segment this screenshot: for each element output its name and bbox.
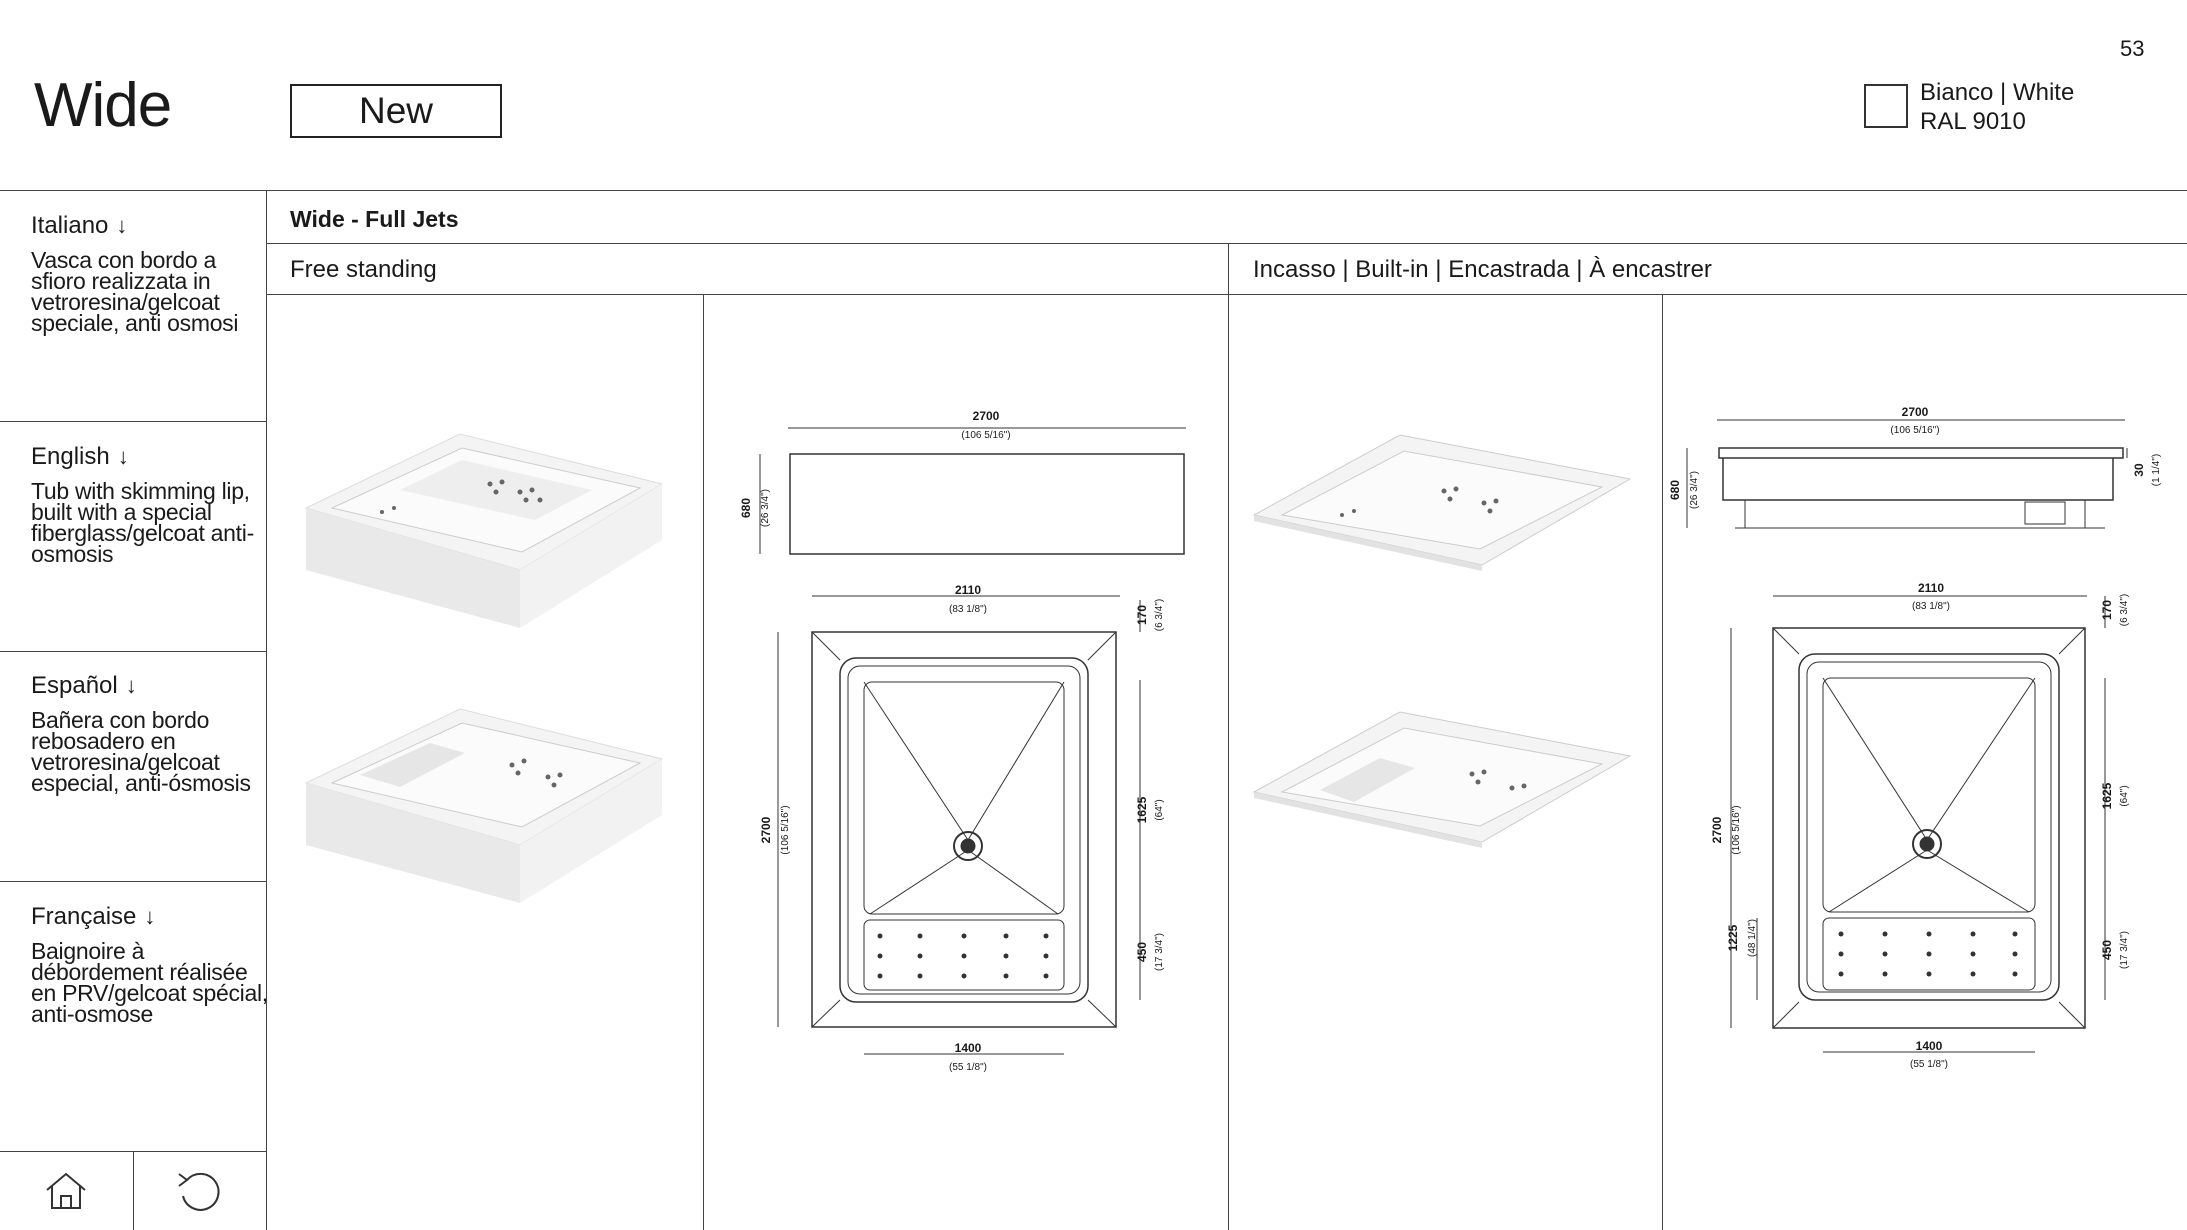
home-button[interactable] bbox=[0, 1152, 132, 1230]
home-icon bbox=[43, 1170, 89, 1212]
dim-label: (106 5/16") bbox=[780, 805, 791, 855]
dim-label: 680 bbox=[739, 497, 753, 519]
builtin-drawing bbox=[1665, 400, 2162, 1080]
freestanding-render-top bbox=[290, 420, 680, 630]
lang-description: Tub with skimming lip, built with a special fiberglass/gelcoat anti-osmosis bbox=[31, 478, 254, 567]
dim-label: (64") bbox=[2119, 785, 2130, 807]
color-code: RAL 9010 bbox=[1920, 108, 2026, 135]
dim-label: 1225 bbox=[1726, 924, 1740, 952]
header-divider bbox=[0, 190, 2187, 191]
color-label bbox=[1920, 78, 2074, 136]
dim-label: (106 5/16") bbox=[1890, 425, 1940, 436]
lang-description: Bañera con bordo rebosadero en vetroresina/gelcoat especial, anti-ósmosis bbox=[31, 707, 251, 796]
dim-label: 170 bbox=[1135, 604, 1149, 626]
dim-label: (26 3/4") bbox=[1689, 470, 1700, 510]
dim-label: 2700 bbox=[1901, 405, 1929, 419]
page-title: Wide bbox=[34, 71, 172, 140]
new-badge: New bbox=[290, 84, 502, 138]
lang-block-english bbox=[31, 443, 269, 565]
dim-label: (106 5/16") bbox=[1731, 805, 1742, 855]
dim-label: 2700 bbox=[972, 409, 1000, 423]
arrow-down-icon: ↓ bbox=[125, 673, 137, 698]
dim-label: 2110 bbox=[954, 583, 982, 597]
lang-block-espanol bbox=[31, 672, 269, 794]
arrow-down-icon: ↓ bbox=[116, 213, 128, 238]
back-button[interactable] bbox=[134, 1152, 266, 1230]
dim-label: (48 1/4") bbox=[1747, 918, 1758, 958]
column-divider bbox=[1662, 294, 1663, 1230]
color-name: Bianco | White bbox=[1920, 79, 2075, 106]
dim-label: (17 3/4") bbox=[2119, 930, 2130, 970]
lang-divider bbox=[0, 881, 266, 882]
color-swatch[interactable] bbox=[1864, 84, 1908, 128]
builtin-render-top bbox=[1250, 435, 1640, 585]
dim-label: (64") bbox=[1154, 799, 1165, 821]
lang-description: Vasca con bordo a sfioro realizzata in vetroresina/gelcoat speciale, anti osmosi bbox=[31, 247, 239, 336]
dim-label: 2700 bbox=[759, 816, 773, 844]
lang-block-italiano bbox=[31, 212, 269, 334]
dim-label: (1 1/4") bbox=[2151, 453, 2162, 487]
dim-label: 450 bbox=[1135, 941, 1149, 963]
dim-label: 30 bbox=[2132, 463, 2146, 477]
builtin-render-bottom bbox=[1250, 712, 1640, 862]
lang-block-francaise bbox=[31, 903, 269, 1025]
dim-label: (83 1/8") bbox=[948, 604, 988, 615]
column-divider bbox=[703, 294, 704, 1230]
arrow-down-icon: ↓ bbox=[144, 904, 156, 929]
column-divider bbox=[1228, 243, 1229, 1230]
dim-label: (17 3/4") bbox=[1154, 932, 1165, 972]
arrow-down-icon: ↓ bbox=[117, 444, 129, 469]
dim-label: (83 1/8") bbox=[1911, 601, 1951, 612]
dim-label: (55 1/8") bbox=[948, 1062, 988, 1073]
dim-label: 2700 bbox=[1710, 816, 1724, 844]
dim-label: 1400 bbox=[954, 1041, 982, 1055]
dim-label: (6 3/4") bbox=[2119, 593, 2130, 627]
dim-label: 2110 bbox=[1917, 581, 1945, 595]
lang-toggle-english[interactable]: English ↓ bbox=[31, 443, 129, 470]
column-label-freestanding: Free standing bbox=[290, 256, 437, 283]
column-label-builtin: Incasso | Built-in | Encastrada | À encastrer bbox=[1253, 256, 1712, 283]
dim-label: (55 1/8") bbox=[1909, 1059, 1949, 1070]
freestanding-drawing bbox=[740, 400, 1200, 1080]
page-number: 53 bbox=[2120, 36, 2145, 61]
section-divider bbox=[266, 243, 2187, 244]
lang-toggle-espanol[interactable]: Español ↓ bbox=[31, 672, 137, 699]
subheader-divider bbox=[266, 294, 2187, 295]
lang-toggle-italiano[interactable]: Italiano ↓ bbox=[31, 212, 128, 239]
freestanding-render-bottom bbox=[290, 695, 680, 905]
lang-description: Baignoire à débordement réalisée en PRV/gelcoat spécial, anti-osmose bbox=[31, 938, 268, 1027]
dim-label: 680 bbox=[1668, 479, 1682, 501]
dim-label: 1400 bbox=[1915, 1039, 1943, 1053]
section-title: Wide - Full Jets bbox=[290, 206, 459, 232]
dim-label: (106 5/16") bbox=[961, 430, 1011, 441]
lang-divider bbox=[0, 421, 266, 422]
dim-label: 450 bbox=[2100, 939, 2114, 961]
lang-divider bbox=[0, 651, 266, 652]
dim-label: 1625 bbox=[1135, 796, 1149, 824]
dim-label: 1625 bbox=[2100, 782, 2114, 810]
dim-label: (6 3/4") bbox=[1154, 598, 1165, 632]
dim-label: (26 3/4") bbox=[760, 488, 771, 528]
rotate-left-icon bbox=[175, 1168, 225, 1214]
dim-label: 170 bbox=[2100, 599, 2114, 621]
lang-toggle-francaise[interactable]: Française ↓ bbox=[31, 903, 156, 930]
